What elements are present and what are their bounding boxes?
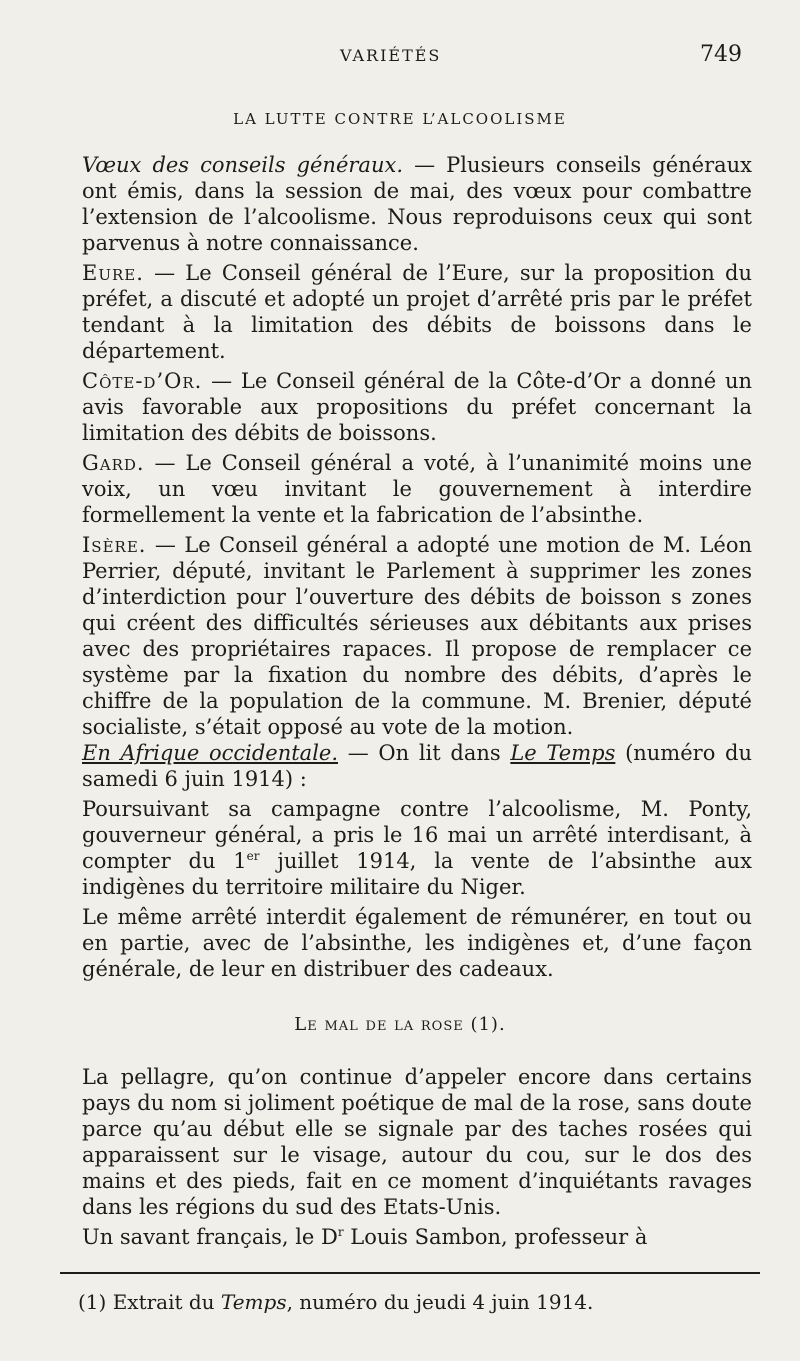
footnote-text: , numéro du jeudi 4 juin 1914. [286,1290,594,1314]
footnote-divider [60,1272,760,1274]
paragraph-lead: Gard. [82,451,145,475]
body-text-2 [82,1064,752,1250]
paragraph-eure [82,260,752,364]
paragraph-text: — Le Conseil général de l’Eure, sur la proposition du préfet, a discuté et adopté un projet d’arrêté pris par le préfet tendant à la limitation des débits de boissons dans le département. [82,261,752,363]
paragraph-text: La pellagre, qu’on continue d’appeler encore dans certains pays du nom si joliment poétique de mal de la rose, sans doute parce qu’au début elle se signale par des taches rosées qui apparaissent sur le visage, autour du cou, sur le dos des mains et des pieds, fait en ce moment d’inquiétants ravages dans les régions du sud des Etats-Unis. [82,1065,752,1219]
paragraph-lead: En Afrique occidentale. [82,741,339,765]
body-text [82,152,752,982]
running-head [0,42,800,72]
paragraph-text: — Plusieurs conseils généraux ont émis, dans la session de mai, des vœux pour combattre l’extension de l’alcoolisme. Nous reproduisons ceux qui sont parvenus à notre connaissance. [82,153,752,255]
paragraph-text: — On lit dans [338,741,511,765]
paragraph-lead: Côte-d’Or. [82,369,203,393]
footnote-reference: (1). [463,1014,506,1035]
paragraph-pellagre [82,1064,752,1220]
paragraph-gard [82,450,752,528]
source-title: Le Temps [510,741,616,765]
footnote-source: Temps [220,1290,287,1314]
paragraph-arrete [82,904,752,982]
paragraph-lead: Isère. [82,533,147,557]
subheading-text: Le mal de la rose [294,1014,464,1035]
page-number: 749 [700,42,742,67]
paragraph-voeux [82,152,752,256]
paragraph-lead: Vœux des conseils généraux. [82,153,403,177]
paragraph-text: — Le Conseil général a adopté une motion de M. Léon Perrier, député, invitant le Parlement à supprimer les zones d’interdiction pour l’ouverture des débits de boisson s zones qui créent des difficultés sérieuses aux débitants aux prises avec des propriétaires rapaces. Il propose de remplacer ce système par la fixation du nombre des débits, d’après le chiffre de la population de la commune. M. Brenier, député socialiste, s’était opposé au vote de la motion. [82,533,752,739]
superscript: r [337,1225,344,1239]
paragraph-text: juillet 1914, la vente de l’absinthe aux indigènes du territoire militaire du Niger. [82,849,752,899]
paragraph-text: — Le Conseil général a voté, à l’unanimité moins une voix, un vœu invitant le gouvernement à interdire formellement la vente et la fabrication de l’absinthe. [82,451,752,527]
superscript: er [246,849,260,863]
paragraph-cote-dor [82,368,752,446]
paragraph-ponty [82,796,752,900]
paragraph-lead: Eure. [82,261,144,285]
paragraph-afrique [82,740,752,792]
paragraph-text: Un savant français, le D [82,1225,338,1249]
subheading [0,1014,800,1035]
paragraph-text: — Le Conseil général de la Côte-d’Or a donné un avis favorable aux propositions du préfet concernant la limitation des débits de boissons. [82,369,752,445]
section-title: LA LUTTE CONTRE L’ALCOOLISME [233,110,567,128]
paragraph-text: (numéro du samedi 6 juin 1914) : [82,741,752,791]
paragraph-sambon [82,1224,752,1250]
paragraph-text: Louis Sambon, professeur à [343,1225,648,1249]
paragraph-text: Poursuivant sa campagne contre l’alcoolisme, M. Ponty, gouverneur général, a pris le 16 mai un arrêté interdisant, à compter du 1 [82,797,752,873]
paragraph-text: Le même arrêté interdit également de rémunérer, en tout ou en partie, avec de l’absinthe, les indigènes et, d’une façon générale, de leur en distribuer des cadeaux. [82,905,752,981]
footnote-marker: (1) Extrait du [78,1290,221,1314]
paragraph-isere [82,532,752,740]
running-title: VARIÉTÉS [340,46,442,65]
footnote [78,1290,593,1314]
